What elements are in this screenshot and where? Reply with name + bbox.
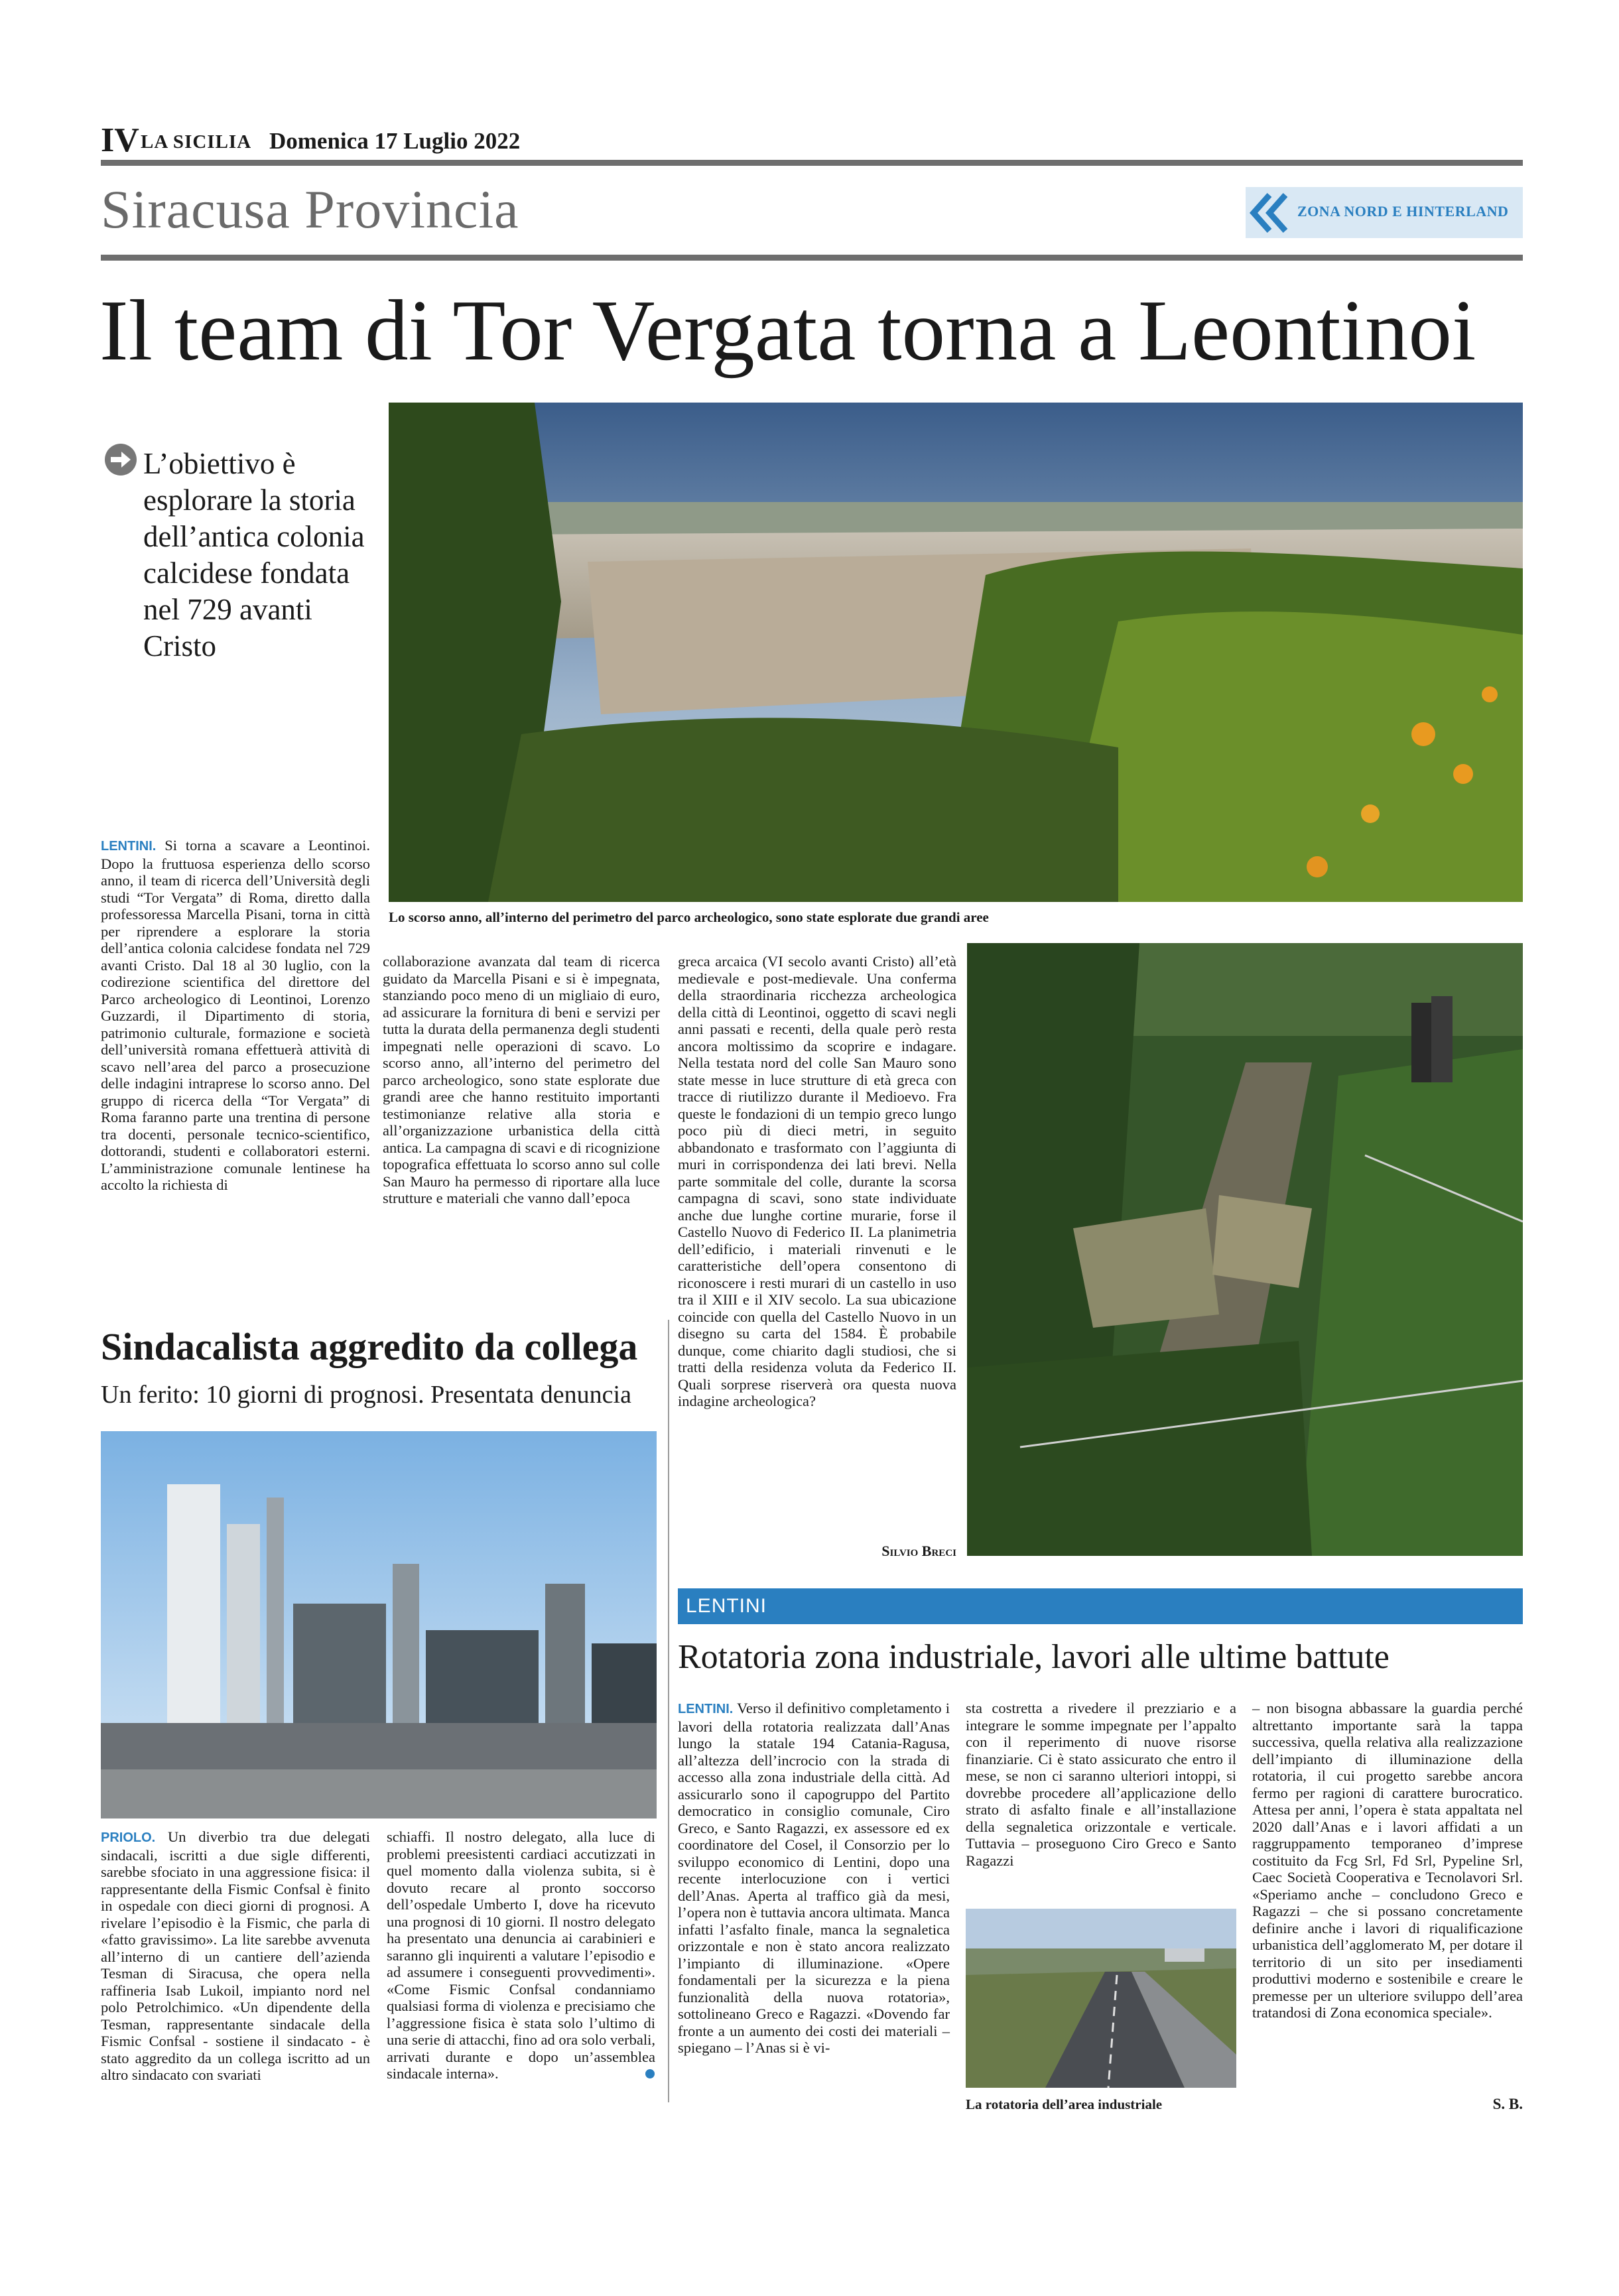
article2-column-2: schiaffi. Il nostro delegato, alla luce di problemi preesistenti cardiaci accutizzati in quel momento dalla violenza subita, si è dovuto recare al pronto soccorso dell’ospedale Umberto I, dove ha ricevuto una prognosi di 10 giorni. Il nostro delegato ha presentato una denuncia ai carabinieri e saranno gli inquirenti a valutare l’episodio e ad assumere i conseguenti provvedimenti». «Come Fismic Confsal condanniamo qualsiasi forma di violenza e precisiamo che l’aggressione fisica è stata solo l’ultimo di una serie di attacchi, fino ad ora solo verbali, arrivati durante e dopo un’assemblea sindacale interna».	[387, 1828, 655, 2082]
photo-roundabout-caption: La rotatoria dell’area industriale	[966, 2096, 1163, 2112]
article1-col1-text: Si torna a scavare a Leontinoi. Dopo la fruttuosa esperienza dello scorso anno, il team di ricerca dell’Università degli studi “Tor Vergata” di Roma, diretto dalla professoressa Marcella Pisani, torna in città per riprendere a esplorare la storia dell’antica colonia calcidese fondata nel 729 avanti Cristo. Dal 18 al 30 luglio, con la codirezione scientifica del direttore del Parco archeologico di Leontinoi, Lorenzo Guzzardi, il Dipartimento di storia, patrimonio culturale, formazione e società dell’università romana effettuerà attività di scavo nell’area del parco a prosecuzione delle indagini intraprese lo scorso anno. Del gruppo di ricerca della “Tor Vergata” di Roma faranno parte una trentina di persone tra docenti, personale tecnico-scientifico, dottorandi, studenti e collaboratori esterni. L’amministrazione comunale lentinese ha accolto la richiesta di	[101, 837, 370, 1193]
article3-byline: S. B.	[1492, 2096, 1523, 2112]
arrow-right-icon	[104, 443, 137, 479]
article3-kicker: LENTINI	[686, 1595, 767, 1617]
article1-headline: Il team di Tor Vergata torna a Leontinoi	[99, 283, 1476, 379]
article3-column-1	[678, 1700, 950, 2057]
header-rule-bottom	[101, 255, 1523, 261]
chevrons-left-icon	[1247, 191, 1289, 238]
article3-dateline: LENTINI.	[678, 1702, 734, 1716]
photo-refinery	[101, 1431, 657, 1818]
article3-col1-text: Verso il definitivo completamento i lavori della rotatoria realizzata dall’Anas lungo la statale 194 Catania-Ragusa, all’altezza dell’incrocio con la strada di accesso alla zona industriale della città. Ad assicurarlo sono il capogruppo del Partito democratico in consiglio comunale, Ciro Greco, e Santo Ragazzi, ex assessore ed ex coordinatore del Cosel, il Consorzio per lo sviluppo economico di Lentini, dopo una recente interlocuzione con i vertici dell’Anas. Aperta al traffico già da mesi, l’opera non è tuttavia ancora ultimata. Manca infatti l’asfalto finale, manca la segnaletica orizzontale e non è stato ancora realizzato l’impianto di illuminazione. «Opere fondamentali per la sicurezza e la piena funzionalità della nuova rotatoria», sottolineano Greco e Ragazzi. «Dovendo far fronte a un aumento dei costi dei materiali – spiegano – l’Anas si è vi-	[678, 1700, 950, 2056]
page-number: IV	[101, 121, 139, 159]
masthead: LA SICILIA	[141, 131, 252, 153]
article2-column-1	[101, 1828, 370, 2084]
article3-headline: Rotatoria zona industriale, lavori alle ultime battute	[678, 1638, 1390, 1676]
article3-column-2: sta costretta a rivedere il prezziario e a integrare le somme impegnate per l’appalto con il reperimento di nuove risorse finanziarie. Ci è stato assicurato che entro il mese, se non ci saranno ulteriori intoppi, si dovrebbe procedere all’applicazione dello strato di asfalto finale e all’installazione della segnaletica orizzontale e verticale. Tuttavia – proseguono Ciro Greco e Santo Ragazzi	[966, 1700, 1236, 1869]
article1-column-1	[101, 837, 370, 1194]
section-title: Siracusa Provincia	[101, 179, 519, 239]
article1-byline: Silvio Breci	[881, 1543, 956, 1559]
column-rule	[668, 1320, 669, 2102]
article1-column-2: collaborazione avanzata dal team di ricerca guidato da Marcella Pisani e si è impegnata, stanziando poco meno di un migliaio di euro, ad assicurare la fornitura di beni e servizi per tutta la durata della permanenza degli studenti impegnati nelle operazioni di scavo. Lo scorso anno, all’interno del perimetro del parco archeologico, sono state esplorate due grandi aree che hanno restituito importanti testimonianze relative alla storia e all’organizzazione urbanistica della città antica. La campagna di scavi e di ricognizione topografica effettuata lo scorso anno sul colle San Mauro ha permesso di riportare alla luce strutture e materiali che vanno dall’epoca	[383, 953, 660, 1206]
photo1-caption: Lo scorso anno, all’interno del perimetro del parco archeologico, sono state esplorate due grandi aree	[389, 909, 989, 925]
zone-tag-label: ZONA NORD E HINTERLAND	[1297, 203, 1509, 220]
issue-date: Domenica 17 Luglio 2022	[269, 128, 521, 154]
article2-col1-text: Un diverbio tra due delegati sindacali, iscritti a due sigle differenti, sarebbe sfociato in una aggressione fisica: il rappresentante della Fismic Confsal è finito in ospedale con dieci giorni di prognosi. A rivelare l’episodio è la Fismic, che parla di «fatto gravissimo». La lite sarebbe avvenuta all’interno di un cantiere dell’azienda Tesman di Siracusa, che opera nella raffineria Isab Lukoil, impianto nord nel polo Petrolchimico. «Un dipendente della Tesman, rappresentante sindacale della Fismic Confsal - sostiene il sindacato - è stato aggredito da un collega iscritto ad un altro sindacato con svariati	[101, 1828, 371, 2083]
article2-dateline: PRIOLO.	[101, 1830, 156, 1845]
end-dot-icon	[645, 2069, 655, 2078]
article1-column-3: greca arcaica (VI secolo avanti Cristo) all’età medievale e post-medievale. Una conferma della straordinaria ricchezza archeologica della città di Leontinoi, oggetto di scavi negli anni passati e recenti, della quale però resta ancora moltissimo da scoprire e indagare. Nella testata nord del colle San Mauro sono state messe in luce strutture di età greca con tracce di riutilizzo durante il Medioevo. Fra queste le fondazioni di un tempio greco lungo poco più di dieci metri, in seguito abbandonato e trasformato con l’aggiunta di muri in corrispondenza dei lati brevi. Nella parte sommitale del colle, durante la scorsa campagna di scavi, sono state individuate anche due lunghe cortine murarie, forse il Castello Nuovo di Federico II. La planimetria dell’edificio, i materiali rinvenuti e le caratteristiche dell’opera consentono di riconoscere i resti murari di un castello in uso tra il XIII e il XIV secolo. La sua ubicazione coincide con quella del Castello Nuovo in un disegno su carta del 1584. È probabile dunque, come chiarito dagli studiosi, che si tratti della residenza voluta da Federico II. Quali sorprese riserverà ora questa nuova indagine archeologica?	[678, 953, 956, 1409]
article1-dateline: LENTINI.	[101, 839, 157, 854]
photo-leontinoi-panorama	[389, 403, 1523, 902]
article2-headline: Sindacalista aggredito da collega	[101, 1325, 638, 1368]
article2-subhead: Un ferito: 10 giorni di prognosi. Presentata denuncia	[101, 1381, 631, 1409]
article3-column-3: – non bisogna abbassare la guardia perché altrettanto importante sarà la tappa successiva, quella relativa alla realizzazione dell’impianto di illuminazione della rotatoria, il cui progetto sarebbe ancora fermo per ragioni di carattere burocratico. Attesa per anni, l’opera è stata appaltata nel 2020 dall’Anas e i lavori affidati a un raggruppamento temporaneo d’imprese costituito da Fcg Srl, Fd Srl, Pypeline Srl, Caec Società Cooperativa e Tecnolavori Srl. «Speriamo anche – concludono Greco e Ragazzi – che si possano concretamente definire anche i lavori di riqualificazione urbanistica dell’agglomerato M, per dotare il territorio di un sito per insediamenti produttivi moderno e sostenibile e creare le premesse per un ulteriore sviluppo dell’area tratandosi di Zona economica speciale».	[1252, 1700, 1523, 2021]
article3-kicker-bar	[678, 1588, 1523, 1624]
header-rule-top	[101, 160, 1523, 166]
photo-excavation-path	[967, 943, 1523, 1556]
article1-summary: L’obiettivo è esplorare la storia dell’antica colonia calcidese fondata nel 729 avanti Cristo	[143, 447, 365, 663]
photo-roundabout	[966, 1909, 1236, 2088]
